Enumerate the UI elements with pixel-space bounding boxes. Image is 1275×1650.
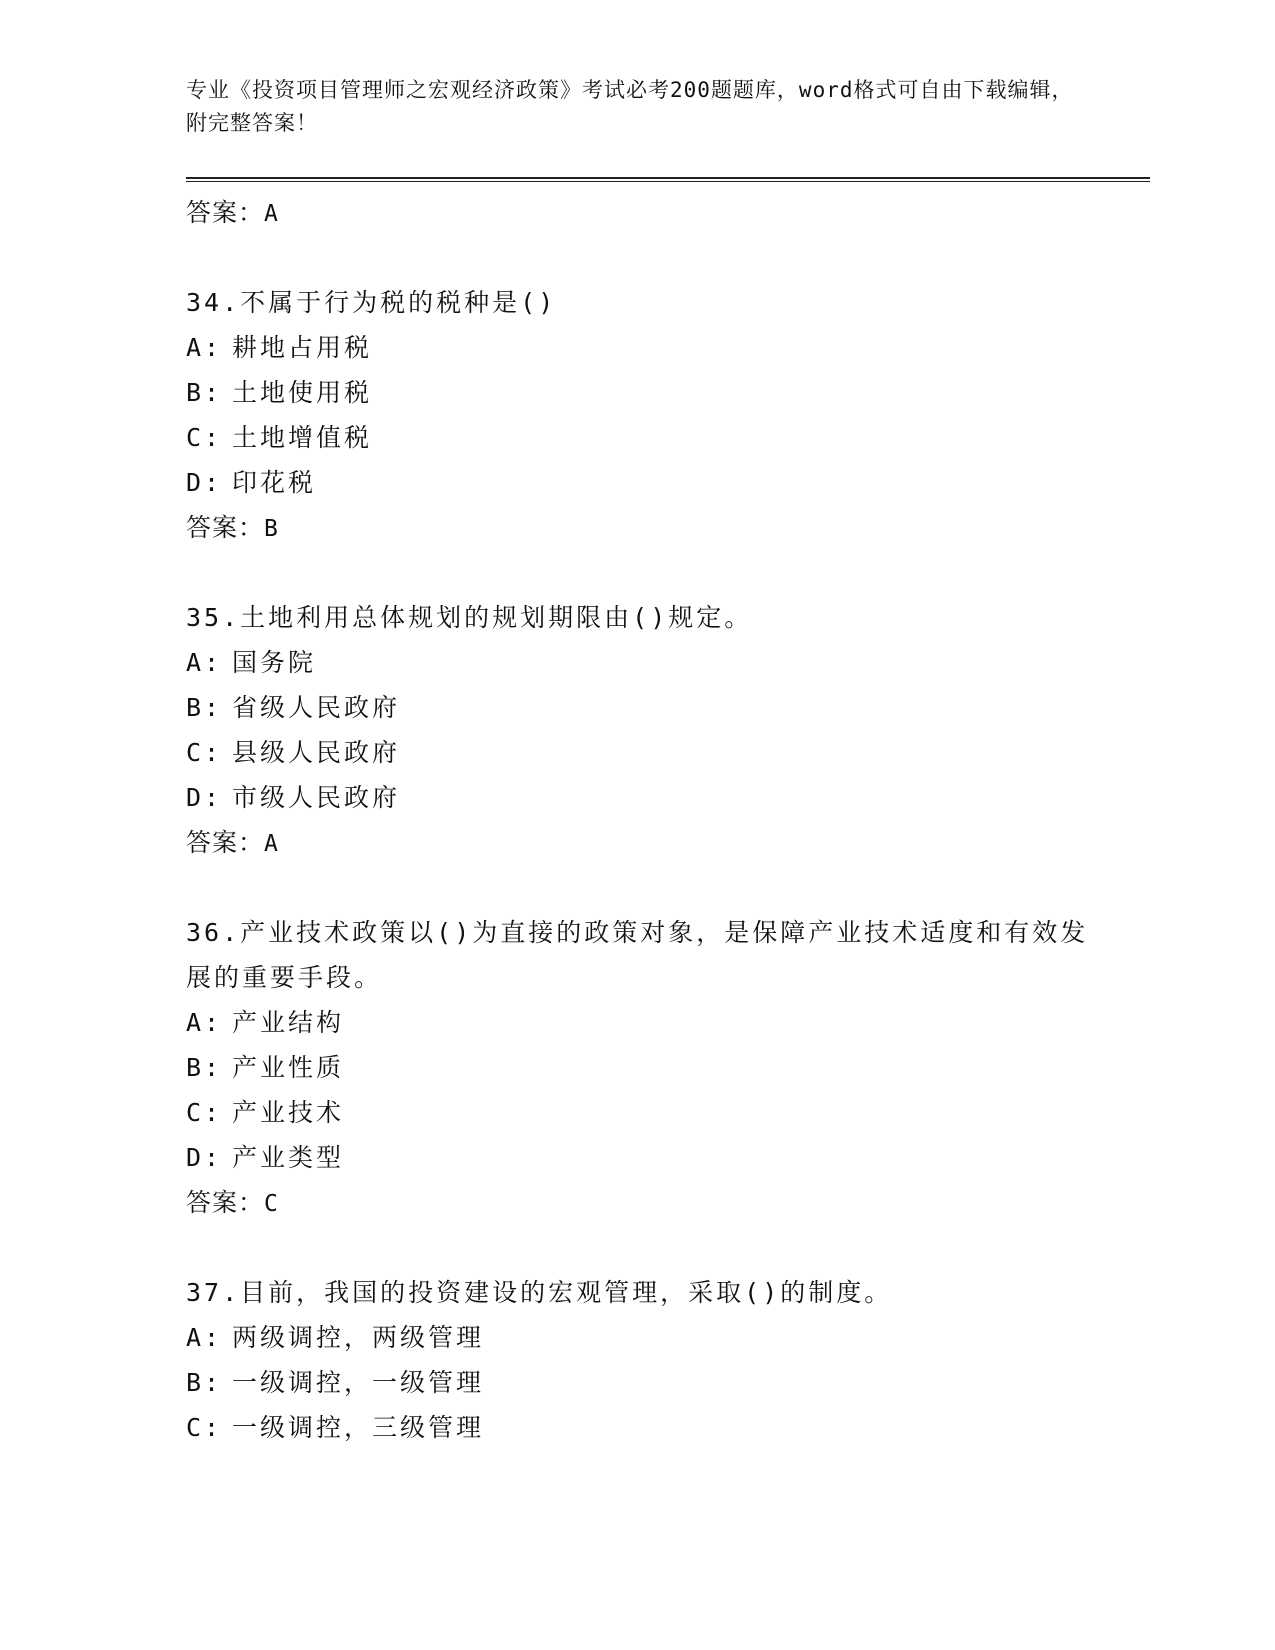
- option-letter: C:: [186, 1098, 223, 1127]
- option-text: 国务院: [232, 648, 317, 677]
- option-text: 产业技术: [232, 1098, 345, 1127]
- answer-label: 答案：: [186, 828, 265, 857]
- answer-label: 答案：: [186, 1188, 265, 1217]
- spacer: [186, 865, 1106, 910]
- option-letter: B:: [186, 1053, 223, 1082]
- option-d: [186, 460, 1106, 505]
- option-text: 一级调控，一级管理: [232, 1368, 485, 1397]
- answer-line: [186, 820, 1106, 865]
- answer-value: B: [264, 516, 279, 542]
- option-c: [186, 1090, 1106, 1135]
- option-letter: C:: [186, 738, 223, 767]
- answer-label: 答案：: [186, 198, 265, 227]
- option-a: [186, 325, 1106, 370]
- option-letter: B:: [186, 378, 223, 407]
- answer-line: [186, 1180, 1106, 1225]
- spacer: [186, 235, 1106, 280]
- document-header: 专业《投资项目管理师之宏观经济政策》考试必考200题题库，word格式可自由下载编辑，附完整答案！: [186, 78, 1074, 135]
- question-block: [186, 910, 1106, 1225]
- spacer: [186, 550, 1106, 595]
- option-a: [186, 1000, 1106, 1045]
- option-b: [186, 1045, 1106, 1090]
- option-letter: B:: [186, 693, 223, 722]
- option-letter: A:: [186, 1008, 223, 1037]
- option-text: 省级人民政府: [232, 693, 401, 722]
- option-text: 土地增值税: [232, 423, 373, 452]
- question-stem: 35.土地利用总体规划的规划期限由()规定。: [186, 603, 753, 632]
- option-b: [186, 370, 1106, 415]
- option-letter: D:: [186, 783, 223, 812]
- question-block: [186, 1270, 1106, 1450]
- answer-value: A: [264, 831, 279, 857]
- option-letter: B:: [186, 1368, 223, 1397]
- option-text: 印花税: [232, 468, 317, 497]
- option-text: 县级人民政府: [232, 738, 401, 767]
- header-divider: [186, 177, 1150, 182]
- option-text: 产业性质: [232, 1053, 345, 1082]
- answer-line: [186, 190, 1106, 235]
- option-letter: C:: [186, 423, 223, 452]
- option-d: [186, 775, 1106, 820]
- option-c: [186, 415, 1106, 460]
- option-letter: D:: [186, 1143, 223, 1172]
- option-letter: A:: [186, 648, 223, 677]
- option-a: [186, 640, 1106, 685]
- option-b: [186, 685, 1106, 730]
- question-stem: 34.不属于行为税的税种是(): [186, 288, 557, 317]
- option-letter: A:: [186, 333, 223, 362]
- option-text: 耕地占用税: [232, 333, 373, 362]
- option-b: [186, 1360, 1106, 1405]
- option-letter: A:: [186, 1323, 223, 1352]
- option-c: [186, 1405, 1106, 1450]
- option-text: 两级调控，两级管理: [232, 1323, 485, 1352]
- answer-value: C: [264, 1191, 279, 1217]
- option-c: [186, 730, 1106, 775]
- option-text: 土地使用税: [232, 378, 373, 407]
- option-text: 市级人民政府: [232, 783, 401, 812]
- option-d: [186, 1135, 1106, 1180]
- option-a: [186, 1315, 1106, 1360]
- option-text: 一级调控，三级管理: [232, 1413, 485, 1442]
- document-body: [186, 190, 1106, 1450]
- option-text: 产业类型: [232, 1143, 345, 1172]
- answer-line: [186, 505, 1106, 550]
- question-block: [186, 595, 1106, 865]
- option-letter: C:: [186, 1413, 223, 1442]
- answer-value: A: [264, 201, 279, 227]
- option-text: 产业结构: [232, 1008, 345, 1037]
- answer-label: 答案：: [186, 513, 265, 542]
- question-block: [186, 280, 1106, 550]
- question-stem: 36.产业技术政策以()为直接的政策对象，是保障产业技术适度和有效发展的重要手段。: [186, 918, 1089, 992]
- question-stem: 37.目前，我国的投资建设的宏观管理，采取()的制度。: [186, 1278, 893, 1307]
- option-letter: D:: [186, 468, 223, 497]
- spacer: [186, 1225, 1106, 1270]
